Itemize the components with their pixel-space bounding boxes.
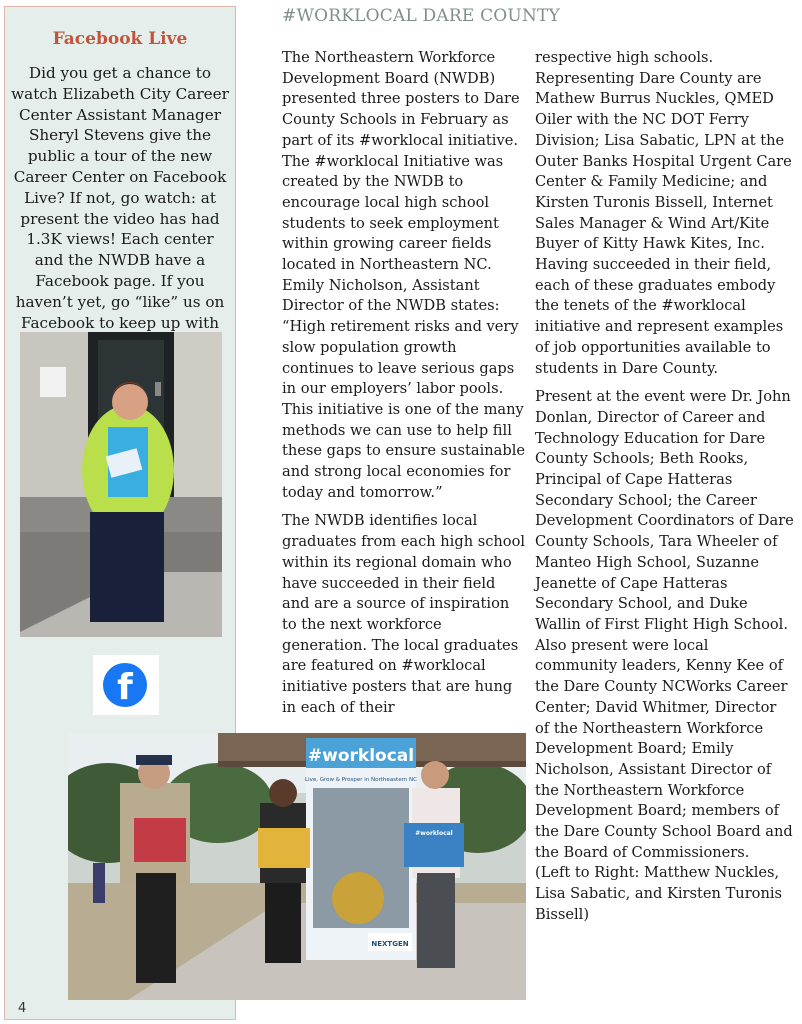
sheryl-stevens-photo <box>20 332 222 637</box>
article-paragraph: The Northeastern Workforce Development Board (NWDB) presented three posters to Dare County Schools in February as part of its #worklocal initiative. The #worklocal Initiative was created by the NWDB to encourage local high school students to seek employment within growing career fields located in Northeastern NC. Emily Nicholson, Assistant Director of the NWDB states: “High retirement risks and very slow population growth continues to leave serious gaps in our employers’ labor pools. This initiative is one of the many methods we can use to help fill these gaps to ensure sustainable and strong local economies for today and tomorrow.” <box>282 49 525 501</box>
facebook-logo-box[interactable] <box>93 655 159 715</box>
article-paragraph: Present at the event were Dr. John Donlan, Director of Career and Technology Education for Dare County Schools; Beth Rooks, Principal of Cape Hatteras Secondary School; the Career Development Coordinators of Dare County Schools, Tara Wheeler of Manteo High School, Suzanne Jeanette of Cape Hatteras Secondary School, and Duke Wallin of First Flight High School. Also present were local community leaders, Kenny Kee of the Dare County NCWorks Career Center; David Whitmer, Director of the Northeastern Workforce Development Board; Emily Nicholson, Assistant Director of the Northeastern Workforce Development Board; members of the Dare County School Board and the Board of Commissioners. <box>535 388 794 861</box>
poster-label: #worklocal <box>415 830 453 837</box>
article-paragraph: respective high schools. Representing Dare County are Mathew Burrus Nuckles, QMED Oiler with the NC DOT Ferry Division; Lisa Sabatic, LPN at the Outer Banks Hospital Urgent Care Center & Family Medicine; and Kirsten Turonis Bissell, Internet Sales Manager & Wind Art/Kite Buyer of Kitty Hawk Kites, Inc. Having succeeded in their field, each of these graduates embody the tenets of the #worklocal initiative and represent examples of job opportunities available to students in Dare County. <box>535 49 792 377</box>
facebook-icon[interactable]: f <box>103 663 147 707</box>
page-number: 4 <box>18 1001 27 1016</box>
sidebar-title: Facebook Live <box>52 29 188 49</box>
page-heading: #WORKLOCAL DARE COUNTY <box>282 6 560 26</box>
nextgen-logo-text: NEXTGEN <box>371 940 409 948</box>
article-column-2 <box>535 48 795 926</box>
photo-caption: (Left to Right: Matthew Nuckles, Lisa Sabatic, and Kirsten Turonis Bissell) <box>535 864 783 923</box>
poster-presentation-photo <box>68 733 526 1000</box>
article-column-1 <box>282 48 526 727</box>
article-paragraph: The NWDB identifies local graduates from each high school within its regional domain who have succeeded in their field and are a source of inspiration to the next workforce generation. The local graduates are featured on #worklocal initiative posters that are hung in each of their <box>282 512 526 716</box>
banner-subtitle: Live, Grow & Prosper in Northeastern NC <box>305 777 417 783</box>
banner-title: #worklocal <box>307 746 415 766</box>
sidebar-text: Did you get a chance to watch Elizabeth City Career Center Assistant Manager Sheryl Stevens give the public a tour of the new Career Center on Facebook Live? If not, go watch: at present the video has had 1.3K views! Each center and the NWDB have a Facebook page. If you haven’t yet, go “like” us on Facebook to keep up with <box>11 64 229 332</box>
